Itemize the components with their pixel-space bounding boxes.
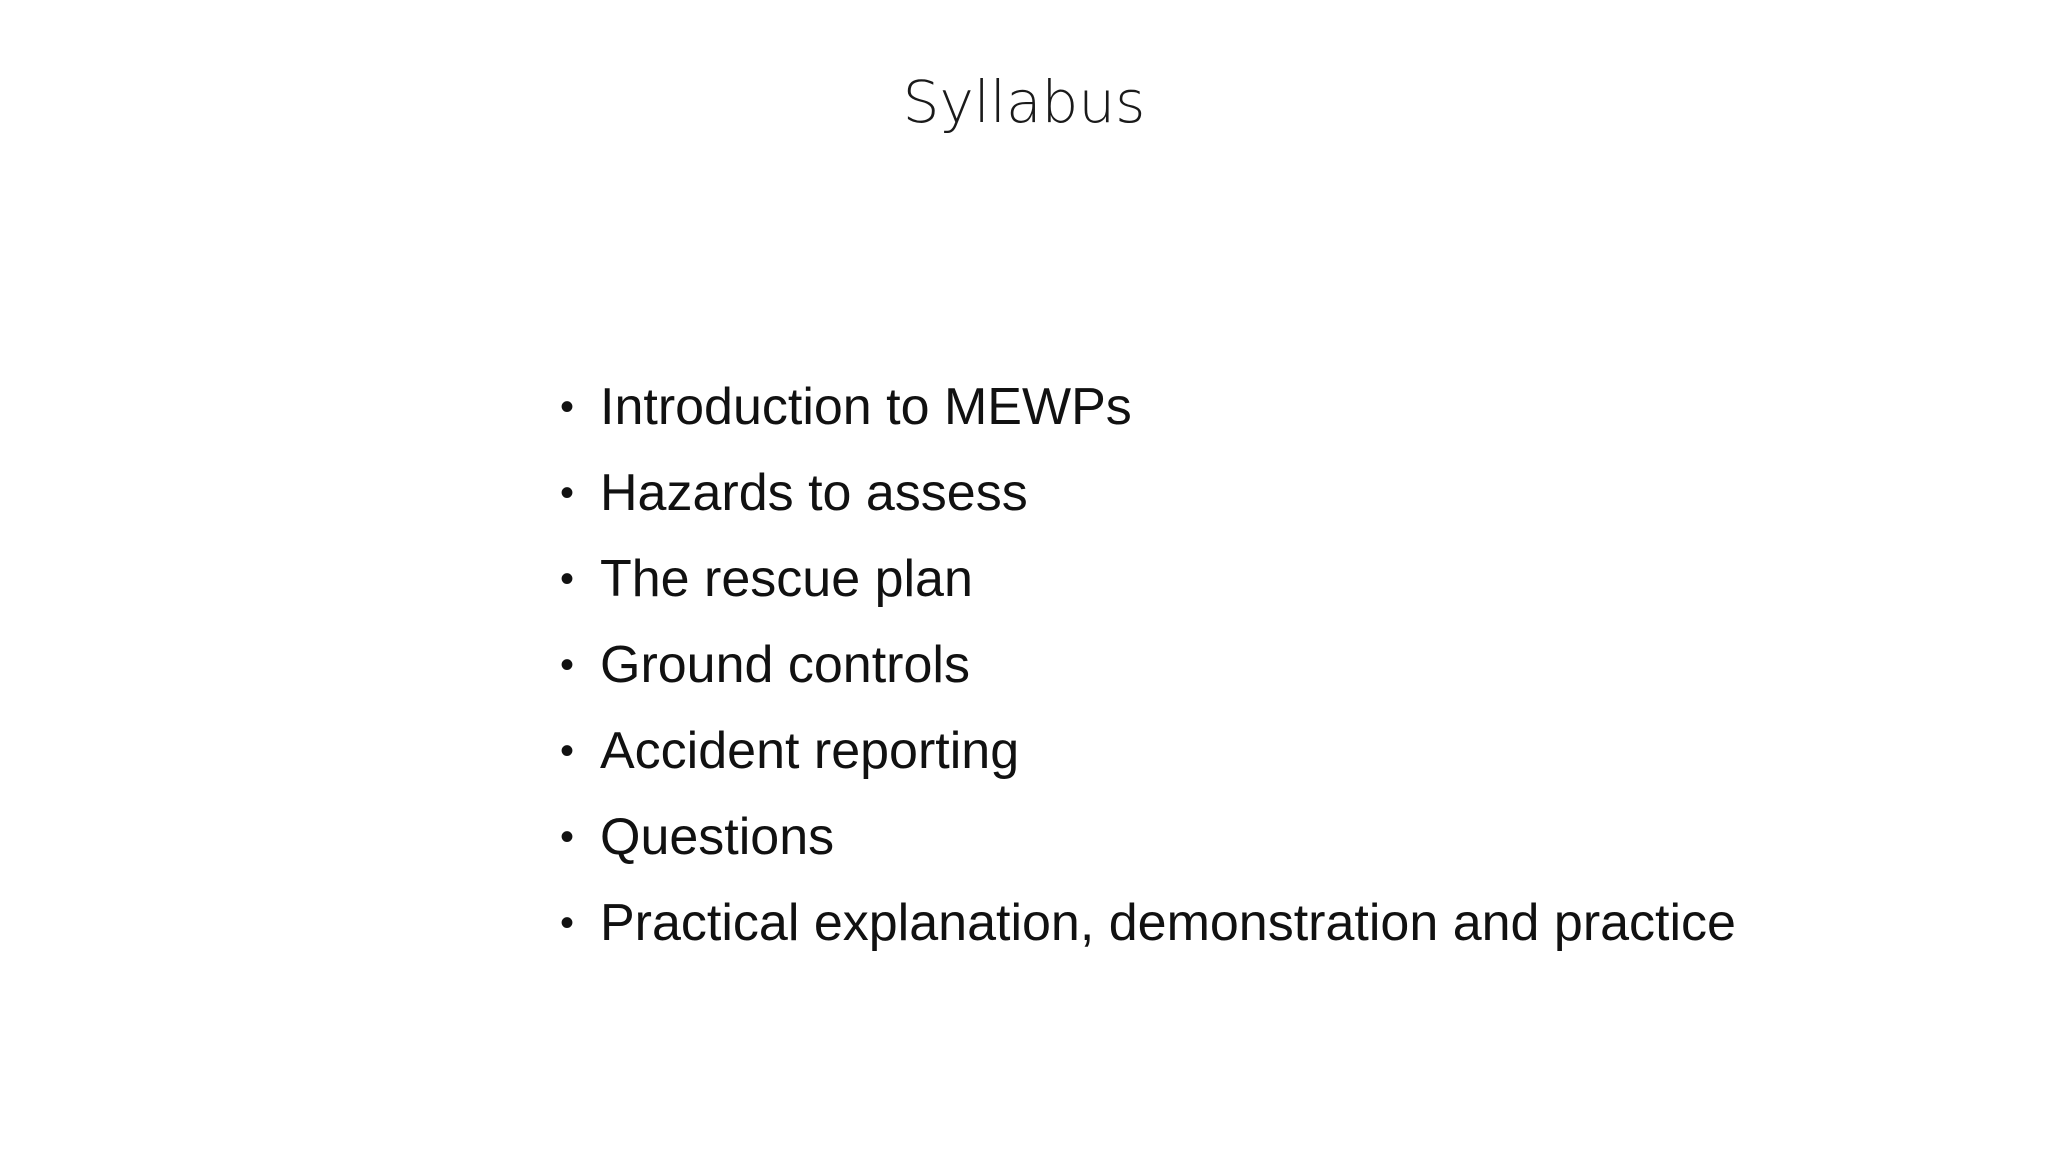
- bullet-icon: •: [560, 385, 575, 429]
- bullet-item: [560, 622, 1736, 708]
- bullet-item: [560, 450, 1736, 536]
- slide-title: Syllabus: [902, 68, 1146, 136]
- bullet-icon: •: [560, 643, 575, 687]
- bullet-item: [560, 880, 1736, 966]
- bullet-item: [560, 708, 1736, 794]
- bullet-icon: •: [560, 471, 575, 515]
- bullet-icon: •: [560, 901, 575, 945]
- bullet-item: [560, 794, 1736, 880]
- bullet-item: [560, 536, 1736, 622]
- bullet-item: [560, 364, 1736, 450]
- bullet-text: Ground controls: [600, 636, 970, 694]
- bullet-list: [560, 364, 1736, 966]
- bullet-icon: •: [560, 729, 575, 773]
- bullet-text: Practical explanation, demonstration and practice: [600, 894, 1736, 952]
- bullet-text: Introduction to MEWPs: [600, 378, 1132, 436]
- bullet-text: Accident reporting: [600, 722, 1020, 780]
- bullet-icon: •: [560, 815, 575, 859]
- bullet-icon: •: [560, 557, 575, 601]
- bullet-text: Questions: [600, 808, 835, 866]
- bullet-text: Hazards to assess: [600, 464, 1028, 522]
- bullet-text: The rescue plan: [600, 550, 973, 608]
